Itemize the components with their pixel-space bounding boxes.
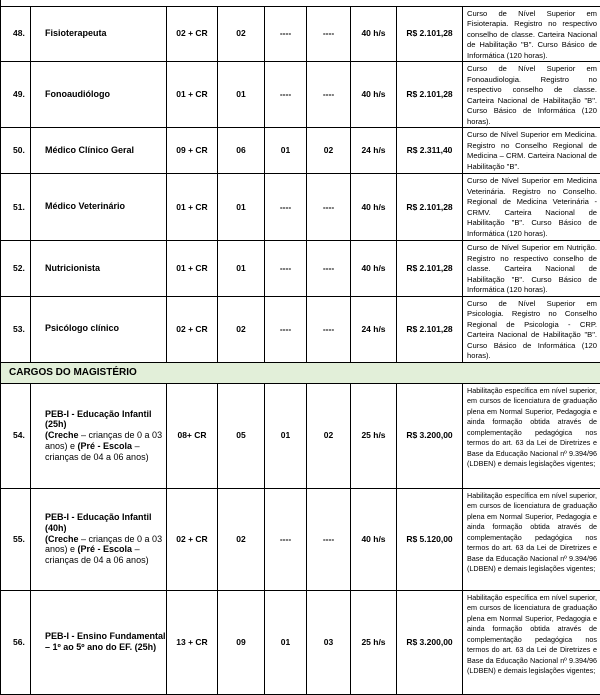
vacancies-pcd: 01 — [265, 590, 307, 694]
vacancies: 01 + CR — [167, 174, 218, 241]
table-row — [1, 174, 600, 241]
workload: 40 h/s — [351, 62, 397, 128]
job-title: Fonoaudiólogo — [31, 62, 167, 128]
job-title: Médico Veterinário — [31, 174, 167, 241]
table-row — [1, 128, 600, 174]
requirements: Curso de Nível Superior em Fonoaudiologia. Registro no respectivo conselho de classe. Carteira Nacional de Habilitação "B". Curso Básico de Informática (120 horas). — [463, 62, 600, 128]
row-number: 53. — [1, 296, 31, 362]
job-title-main: PEB-I - Educação Infantil (25h) — [45, 409, 152, 430]
job-title-preescola-ages: – crianças de 04 a 06 anos) — [45, 544, 149, 565]
row-number: 55. — [1, 488, 31, 590]
vacancies-pcd: ---- — [265, 241, 307, 297]
vacancies: 02 + CR — [167, 488, 218, 590]
job-title-creche: (Creche — [45, 430, 79, 440]
vacancies-general: 02 — [218, 488, 265, 590]
salary: R$ 2.101,28 — [397, 62, 463, 128]
workload: 40 h/s — [351, 6, 397, 62]
salary: R$ 2.101,28 — [397, 6, 463, 62]
vacancies-pcd: ---- — [265, 174, 307, 241]
vacancies-general: 06 — [218, 128, 265, 174]
requirements: Curso de Nível Superior em Medicina. Registro no Conselho Regional de Medicina – CRM. Carteira Nacional de Habilitação "B". — [463, 128, 600, 174]
requirements: Curso de Nível Superior em Nutrição. Registro no respectivo conselho de classe. Carteira Nacional de Habilitação "B". Curso Básico de Informática (120 horas). — [463, 241, 600, 297]
workload: 25 h/s — [351, 383, 397, 488]
vacancies-other: ---- — [307, 241, 351, 297]
job-title: Psicólogo clínico — [31, 296, 167, 362]
requirements: Curso de Nível Superior em Medicina Veterinária. Registro no Conselho. Regional de Medicina Veterinária - CRMV. Carteira Nacional de Habilitação "B". Curso Básico de Informática (120 horas). — [463, 174, 600, 241]
salary: R$ 2.101,28 — [397, 241, 463, 297]
salary: R$ 3.200,00 — [397, 590, 463, 694]
job-title: Fisioterapeuta — [31, 6, 167, 62]
salary: R$ 2.101,28 — [397, 174, 463, 241]
vacancies-general: 02 — [218, 6, 265, 62]
table-row — [1, 296, 600, 362]
row-number: 48. — [1, 6, 31, 62]
salary: R$ 3.200,00 — [397, 383, 463, 488]
vacancies-general: 01 — [218, 62, 265, 128]
job-title-creche-ages: – crianças de 0 a 03 anos) e — [45, 534, 162, 555]
workload: 40 h/s — [351, 174, 397, 241]
requirements: Habilitação específica em nível superior, em cursos de licenciatura de graduação plena em Normal Superior, Pedagogia e ainda formação obtida através de complementação pedagógica nos termos do art. 63 da Lei de Diretrizes e Base da Educação Nacional nº 9.394/96 (LDBEN) e demais legislações vigentes; — [463, 590, 600, 694]
vacancies-other: ---- — [307, 62, 351, 128]
job-title: Médico Clínico Geral — [31, 128, 167, 174]
vacancies-pcd: ---- — [265, 6, 307, 62]
workload: 24 h/s — [351, 128, 397, 174]
salary: R$ 2.101,28 — [397, 296, 463, 362]
table-row — [1, 383, 600, 488]
vacancies: 08+ CR — [167, 383, 218, 488]
vacancies: 02 + CR — [167, 6, 218, 62]
workload: 40 h/s — [351, 241, 397, 297]
row-number: 50. — [1, 128, 31, 174]
vacancies: 09 + CR — [167, 128, 218, 174]
requirements: Habilitação específica em nível superior, em cursos de licenciatura de graduação plena em Normal Superior, Pedagogia e ainda formação obtida através de complementação pedagógica nos termos do art. 63 da Lei de Diretrizes e Base da Educação Nacional nº 9.394/96 (LDBEN) e demais legislações vigentes; — [463, 383, 600, 488]
row-number: 49. — [1, 62, 31, 128]
vacancies-pcd: 01 — [265, 383, 307, 488]
salary: R$ 2.311,40 — [397, 128, 463, 174]
vacancies-other: 02 — [307, 383, 351, 488]
table-row — [1, 590, 600, 694]
job-title: Nutricionista — [31, 241, 167, 297]
job-title-preescola: (Pré - Escola — [78, 441, 133, 451]
workload: 25 h/s — [351, 590, 397, 694]
vacancies-other: 03 — [307, 590, 351, 694]
job-title-preescola: (Pré - Escola — [78, 544, 133, 554]
table-row — [1, 241, 600, 297]
vacancies: 02 + CR — [167, 296, 218, 362]
workload: 40 h/s — [351, 488, 397, 590]
vacancies-pcd: ---- — [265, 296, 307, 362]
row-number: 52. — [1, 241, 31, 297]
vacancies-other: ---- — [307, 296, 351, 362]
table-row — [1, 488, 600, 590]
workload: 24 h/s — [351, 296, 397, 362]
vacancies-general: 09 — [218, 590, 265, 694]
vacancies-general: 05 — [218, 383, 265, 488]
job-title — [31, 488, 167, 590]
row-number: 54. — [1, 383, 31, 488]
section-header-row — [1, 362, 600, 383]
job-title-creche-ages: – crianças de 0 a 03 anos) e — [45, 430, 162, 451]
section-title: CARGOS DO MAGISTÉRIO — [1, 362, 600, 383]
job-title-preescola-ages: – crianças de 04 a 06 anos) — [45, 441, 149, 462]
vacancies-pcd: ---- — [265, 488, 307, 590]
job-title — [31, 383, 167, 488]
row-number: 51. — [1, 174, 31, 241]
vacancies: 01 + CR — [167, 241, 218, 297]
vacancies-general: 02 — [218, 296, 265, 362]
job-title: PEB-I - Ensino Fundamental – 1º ao 5º ano do EF. (25h) — [31, 590, 167, 694]
vacancies-other: ---- — [307, 6, 351, 62]
vacancies-general: 01 — [218, 241, 265, 297]
vacancies-general: 01 — [218, 174, 265, 241]
vacancies-pcd: ---- — [265, 62, 307, 128]
requirements: Habilitação específica em nível superior, em cursos de licenciatura de graduação plena em Normal Superior, Pedagogia e ainda formação obtida através de complementação pedagógica nos termos do art. 63 da Lei de Diretrizes e Base da Educação Nacional nº 9.394/96 (LDBEN) e demais legislações vigentes; — [463, 488, 600, 590]
vacancies-other: ---- — [307, 174, 351, 241]
table-row — [1, 62, 600, 128]
salary: R$ 5.120,00 — [397, 488, 463, 590]
job-title-creche: (Creche — [45, 534, 79, 544]
row-number: 56. — [1, 590, 31, 694]
job-title-main: PEB-I - Educação Infantil (40h) — [45, 512, 152, 533]
requirements: Curso de Nível Superior em Psicologia. Registro no Conselho Regional de Psicologia - CRP. Carteira Nacional de Habilitação "B". Curso Básico de Informática (120 horas). — [463, 296, 600, 362]
vacancies-pcd: 01 — [265, 128, 307, 174]
vacancies-other: 02 — [307, 128, 351, 174]
table-row — [1, 6, 600, 62]
requirements: Curso de Nível Superior em Fisioterapia. Registro no respectivo conselho de classe. Carteira Nacional de Habilitação "B". Curso Básico de Informática (120 horas). — [463, 6, 600, 62]
vacancies: 01 + CR — [167, 62, 218, 128]
vacancies-other: ---- — [307, 488, 351, 590]
vacancies: 13 + CR — [167, 590, 218, 694]
